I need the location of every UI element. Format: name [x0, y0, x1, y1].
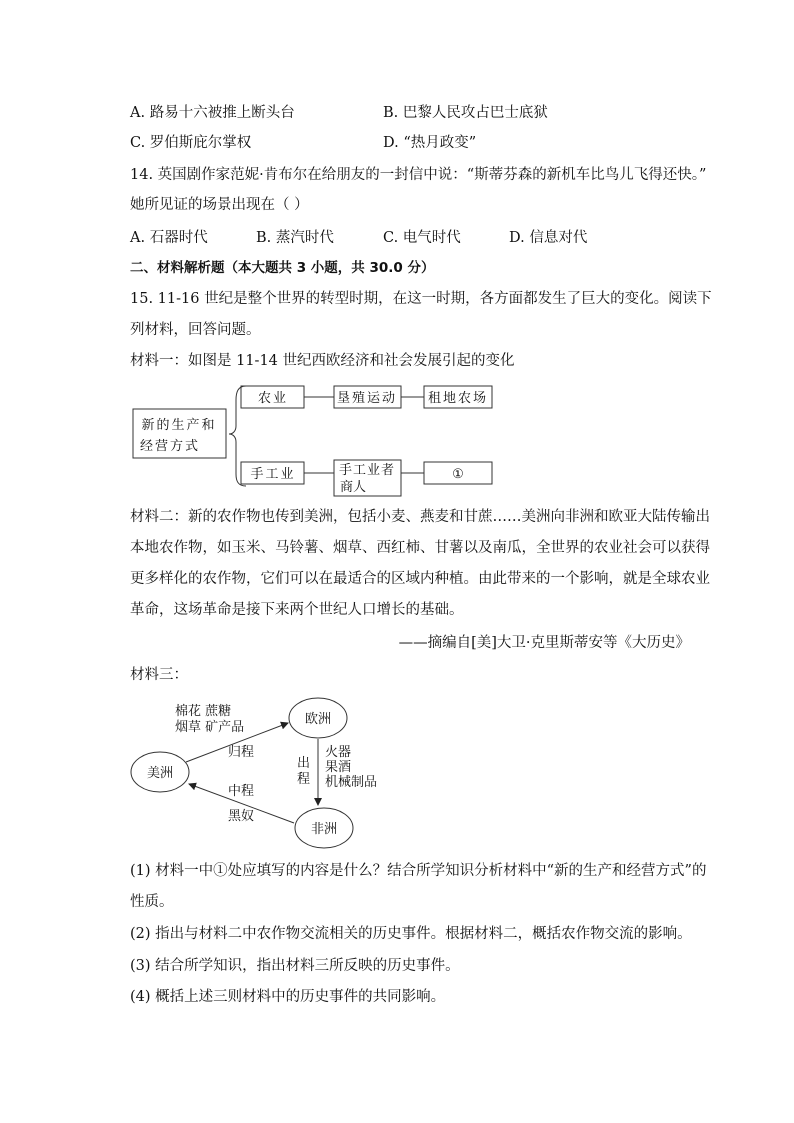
bottom-label-blank-marker: ①: [452, 467, 464, 482]
q13-option-c: C. 罗伯斯庇尔掌权: [130, 135, 252, 151]
label-return: 归程: [228, 745, 255, 760]
bottom-label-artisan-line1: 手工业者: [338, 463, 396, 478]
goods-america-line2: 烟草 矿产品: [175, 720, 245, 735]
sub-question-2: (2) 指出与材料二中农作物交流相关的历史事件。根据材料二，概括农作物交流的影响。: [130, 926, 692, 942]
sub-question-4: (4) 概括上述三则材料中的历史事件的共同影响。: [130, 989, 446, 1005]
q14-option-d: D. 信息对代: [509, 230, 588, 246]
q15-intro-line2: 列材料，回答问题。: [130, 322, 261, 338]
label-outbound-1: 出: [297, 756, 311, 771]
goods-africa: 黑奴: [228, 809, 255, 824]
material-1-title: 材料一：如图是 11-14 世纪西欧经济和社会发展引起的变化: [130, 353, 515, 369]
goods-europe-line1: 火器: [325, 745, 352, 760]
material-2-line3: 更多样化的农作物，它们可以在最适合的区域内种植。由此带来的一个影响，就是全球农业: [130, 571, 710, 587]
brace: [229, 386, 246, 486]
sub-question-3: (3) 结合所学知识，指出材料三所反映的历史事件。: [130, 958, 460, 974]
sub-question-1-line1: (1) 材料一中①处应填写的内容是什么？结合所学知识分析材料中“新的生产和经营方式”的: [130, 863, 707, 879]
material-2-line2: 本地农作物，如玉米、马铃薯、烟草、西红柿、甘薯以及南瓜，全世界的农业社会可以获得: [130, 540, 710, 556]
node-europe-label: 欧洲: [304, 712, 332, 727]
goods-europe-line3: 机械制品: [325, 775, 378, 790]
sub-question-1-line2: 性质。: [130, 894, 174, 910]
goods-europe-line2: 果酒: [325, 760, 352, 775]
section-header: 二、材料解析题（本大题共 3 小题，共 30.0 分）: [130, 260, 435, 276]
label-outbound-2: 程: [297, 772, 311, 787]
q13-option-b: B. 巴黎人民攻占巴士底狱: [383, 105, 548, 121]
goods-america-line1: 棉花 蔗糖: [175, 704, 232, 719]
node-america-label: 美洲: [146, 766, 174, 781]
q13-option-a: A. 路易十六被推上断头台: [130, 105, 295, 121]
root-label-line2: 经营方式: [139, 439, 201, 454]
bottom-label-artisan-line2: 商人: [340, 480, 367, 495]
q14-stem-line1: 14. 英国剧作家范妮·肯布尔在给朋友的一封信中说：“斯蒂芬森的新机车比鸟儿飞得还快。”: [130, 167, 707, 183]
material-2-line4: 革命，这场革命是接下来两个世纪人口增长的基础。: [130, 602, 464, 618]
top-label-reclamation: 垦殖运动: [336, 391, 398, 406]
bottom-label-handicraft: 手工业: [250, 467, 296, 482]
q14-option-c: C. 电气时代: [383, 230, 461, 246]
top-label-agriculture: 农业: [257, 391, 289, 406]
q15-intro-line1: 15. 11-16 世纪是整个世界的转型时期，在这一时期，各方面都发生了巨大的变化。阅读下: [130, 291, 712, 307]
top-label-tenant-farm: 租地农场: [427, 391, 489, 406]
label-middle: 中程: [228, 784, 255, 799]
material-3-title: 材料三：: [130, 667, 188, 683]
q14-option-b: B. 蒸汽时代: [256, 230, 334, 246]
material-2-line1: 材料二：新的农作物也传到美洲，包括小麦、燕麦和甘蔗……美洲向非洲和欧亚大陆传输出: [130, 509, 710, 525]
root-label-line1: 新的生产和: [141, 418, 217, 433]
q14-stem-line2: 她所见证的场景出现在（ ）: [130, 197, 309, 213]
material-2-source: ——摘编自[美]大卫·克里斯蒂安等《大历史》: [398, 635, 690, 651]
q13-option-d: D. “热月政变”: [383, 135, 477, 151]
node-africa-label: 非洲: [310, 822, 338, 837]
q14-option-a: A. 石器时代: [130, 230, 208, 246]
